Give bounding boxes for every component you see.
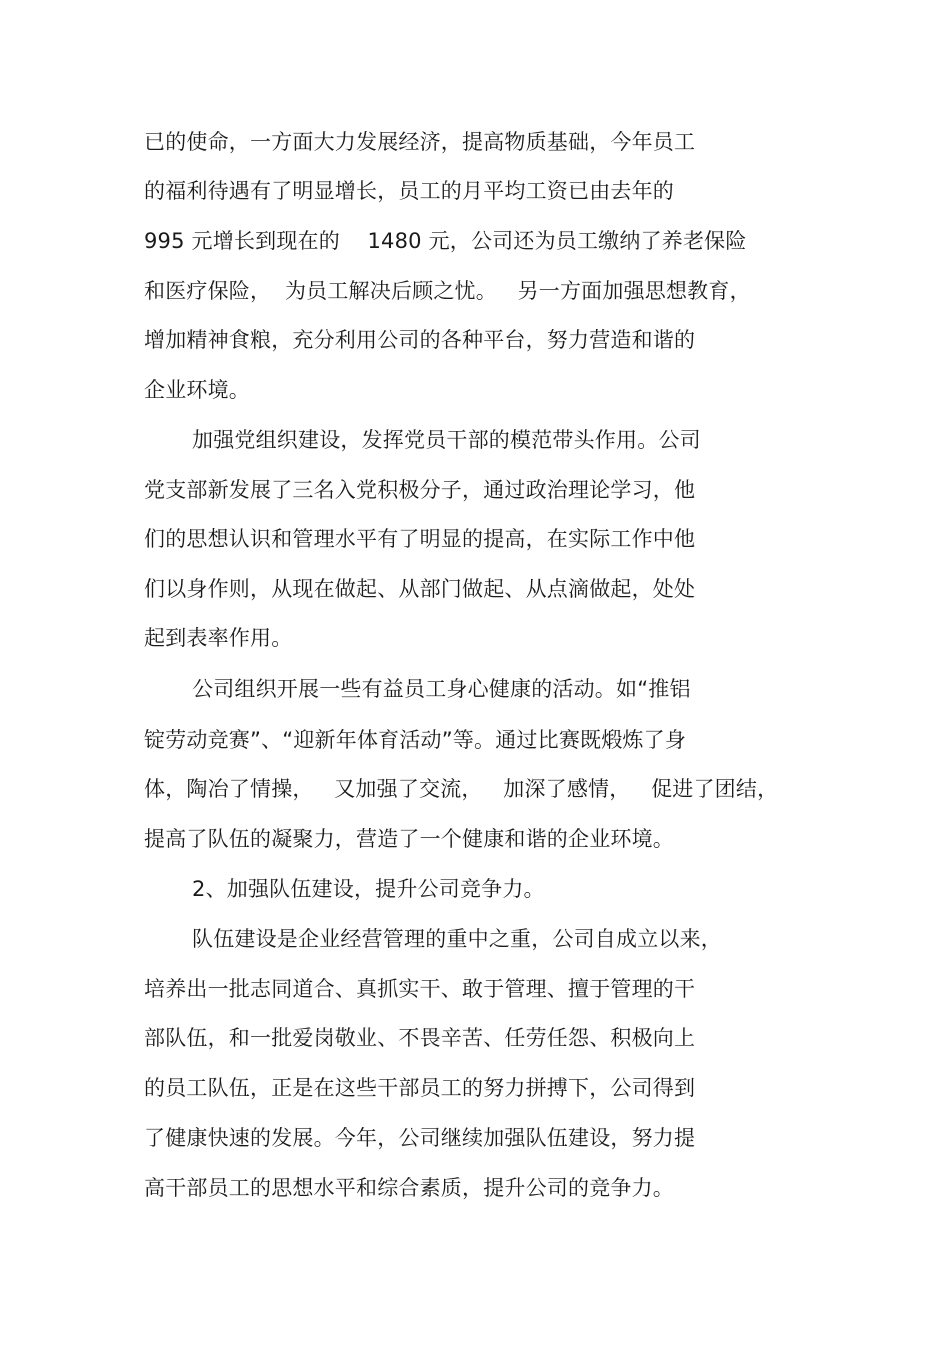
text-line: 提高了队伍的凝聚力，营造了一个健康和谐的企业环境。 — [144, 827, 674, 851]
text-line: 部队伍，和一批爱岗敬业、不畏辛苦、任劳任怨、积极向上 — [144, 1026, 696, 1050]
text-line: 高干部员工的思想水平和综合素质，提升公司的竞争力。 — [144, 1176, 674, 1200]
text-line: 们以身作则，从现在做起、从部门做起、从点滴做起，处处 — [144, 577, 696, 601]
text-line: 的员工队伍，正是在这些干部员工的努力拼搏下，公司得到 — [144, 1076, 696, 1100]
text-line: 和医疗保险， 为员工解决后顾之忧。 另一方面加强思想教育， — [144, 279, 751, 303]
paragraph-first-line: 公司组织开展一些有益员工身心健康的活动。如“推铝 — [192, 677, 691, 701]
text-line: 们的思想认识和管理水平有了明显的提高，在实际工作中他 — [144, 527, 696, 551]
text-line: 锭劳动竞赛”、“迎新年体育活动”等。通过比赛既煅炼了身 — [144, 728, 687, 752]
text-line: 的福利待遇有了明显增长，员工的月平均工资已由去年的 — [144, 179, 674, 203]
text-line: 增加精神食粮，充分利用公司的各种平台，努力营造和谐的 — [144, 328, 696, 352]
text-line: 已的使命，一方面大力发展经济，提高物质基础，今年员工 — [144, 130, 696, 154]
text-line: 党支部新发展了三名入党积极分子，通过政治理论学习，他 — [144, 478, 696, 502]
paragraph-first-line: 加强党组织建设，发挥党员干部的模范带头作用。公司 — [192, 428, 701, 452]
text-line: 了健康快速的发展。今年，公司继续加强队伍建设，努力提 — [144, 1126, 696, 1150]
text-line: 培养出一批志同道合、真抓实干、敢于管理、擅于管理的干 — [144, 977, 696, 1001]
text-line: 995 元增长到现在的 1480 元，公司还为员工缴纳了养老保险 — [144, 229, 747, 253]
text-line: 体，陶冶了情操， 又加强了交流， 加深了感情， 促进了团结， — [144, 777, 779, 801]
section-heading: 2、加强队伍建设，提升公司竞争力。 — [192, 877, 545, 901]
text-line: 企业环境。 — [144, 378, 250, 402]
paragraph-first-line: 队伍建设是企业经营管理的重中之重，公司自成立以来， — [192, 927, 722, 951]
text-line: 起到表率作用。 — [144, 626, 293, 650]
